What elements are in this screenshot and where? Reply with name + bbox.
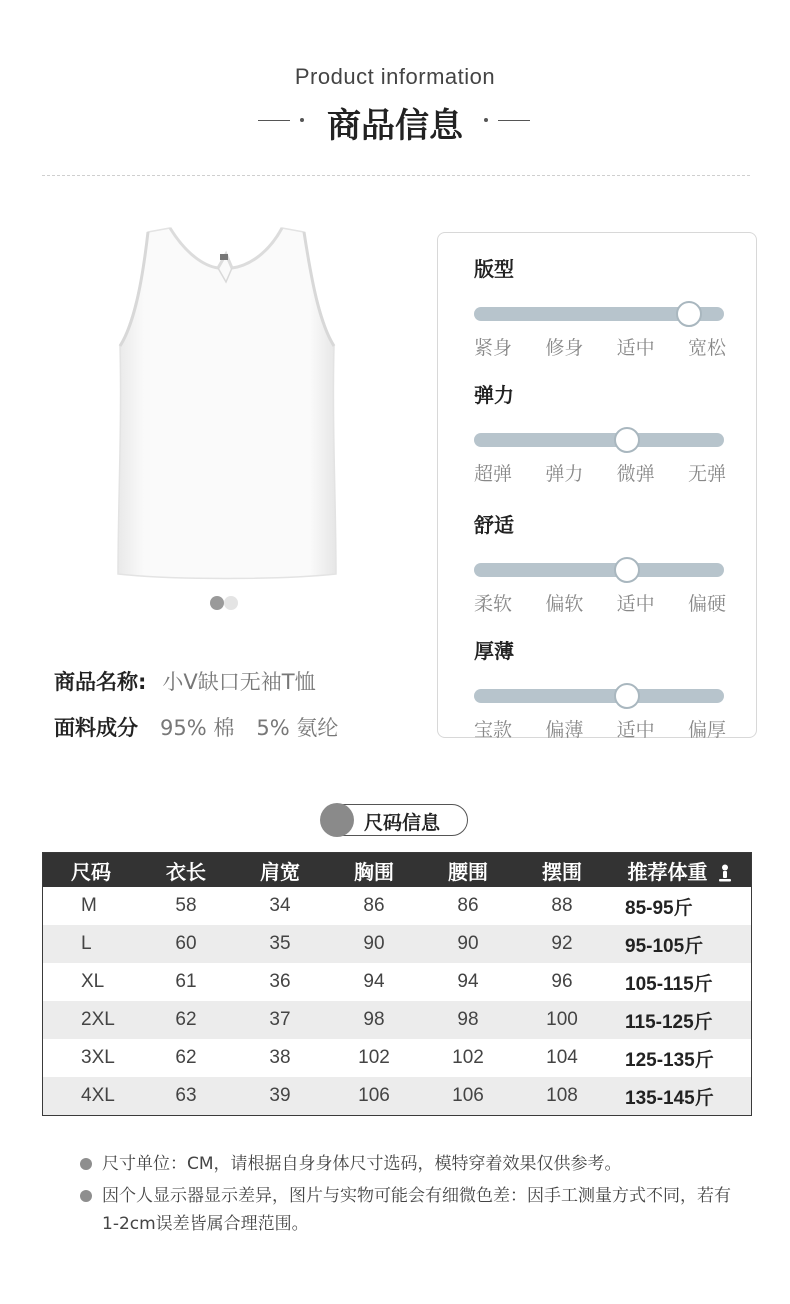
attribute-slider	[474, 689, 724, 703]
table-cell: 86	[457, 895, 479, 916]
table-cell: 88	[551, 895, 573, 916]
table-cell: 102	[452, 1047, 484, 1068]
table-cell: 106	[327, 1077, 421, 1116]
person-scale-icon	[718, 864, 732, 882]
option-label: 超弹	[474, 463, 513, 485]
option-label: 偏硬	[687, 593, 726, 615]
attribute-slider	[474, 307, 724, 321]
slider-knob	[614, 683, 640, 709]
note-disclaimer: 因个人显示器显示差异，图片与实物可能会有细微色差：因手工测量方式不同，若有1-2cm误差皆属合理范围。	[102, 1186, 731, 1234]
table-cell: 61	[175, 971, 197, 992]
table-cell: 102	[358, 1047, 390, 1068]
column-header: 衣长	[139, 853, 233, 888]
option-label: 适中	[616, 337, 655, 359]
attribute-slider	[474, 433, 724, 447]
table-row	[43, 1039, 752, 1077]
table-cell: 106	[421, 1077, 515, 1116]
table-cell: 34	[269, 895, 291, 916]
table-cell: 37	[233, 1001, 327, 1039]
section-title-cn: 商品信息	[327, 106, 463, 146]
attribute-title: 厚薄	[474, 639, 514, 663]
brand-label-icon	[220, 254, 228, 260]
size-cell: 4XL	[43, 1077, 140, 1116]
slider-knob	[614, 557, 640, 583]
option-label: 宝款	[474, 719, 513, 741]
option-label: 紧身	[474, 337, 513, 359]
weight-cell: 125-135斤	[625, 1049, 714, 1071]
table-cell: 35	[233, 925, 327, 963]
column-header-weight	[609, 853, 752, 888]
weight-cell: 115-125斤	[609, 1001, 752, 1039]
table-cell: 62	[175, 1047, 197, 1068]
table-cell: 38	[269, 1047, 291, 1068]
option-label: 无弹	[687, 463, 726, 485]
attribute-comfort	[474, 509, 726, 615]
table-header-row	[43, 853, 752, 888]
option-label: 偏薄	[545, 719, 584, 741]
fabric-row	[54, 712, 338, 742]
size-cell: M	[81, 895, 97, 916]
title-dot-right	[484, 118, 488, 122]
slider-knob	[614, 427, 640, 453]
option-label: 适中	[616, 719, 655, 741]
title-dot-left	[300, 118, 304, 122]
note-bullet-icon	[80, 1190, 92, 1202]
product-image	[108, 224, 344, 580]
note-bullet-icon	[80, 1158, 92, 1170]
table-cell: 60	[139, 925, 233, 963]
size-cell: L	[43, 925, 140, 963]
table-cell: 94	[457, 971, 479, 992]
attribute-fit	[474, 253, 726, 359]
table-cell: 39	[233, 1077, 327, 1116]
weight-cell: 135-145斤	[609, 1077, 752, 1116]
column-header: 推荐体重	[627, 859, 708, 884]
option-label: 修身	[545, 337, 584, 359]
table-cell: 86	[363, 895, 385, 916]
option-label: 柔软	[474, 593, 513, 615]
table-row	[43, 1001, 752, 1039]
image-indicator[interactable]	[224, 596, 238, 610]
table-row	[43, 1077, 752, 1116]
fabric-label: 面料成分	[54, 716, 138, 740]
option-label: 弹力	[545, 463, 584, 485]
option-label: 微弹	[616, 463, 655, 485]
title-line-left	[258, 120, 290, 121]
table-cell: 96	[551, 971, 573, 992]
attribute-thickness	[474, 635, 726, 741]
option-label: 适中	[616, 593, 655, 615]
column-header: 腰围	[421, 853, 515, 888]
column-header: 摆围	[515, 853, 609, 888]
table-row	[43, 963, 752, 1001]
product-name-label: 商品名称:	[54, 670, 147, 694]
table-cell: 104	[546, 1047, 578, 1068]
attribute-title: 版型	[474, 257, 514, 281]
column-header: 胸围	[327, 853, 421, 888]
table-cell: 63	[139, 1077, 233, 1116]
slider-knob	[676, 301, 702, 327]
note-unit: 尺寸单位：CM，请根据自身身体尺寸选码，模特穿着效果仅供参考。	[102, 1154, 622, 1174]
image-indicator-active[interactable]	[210, 596, 224, 610]
product-name-row	[54, 666, 316, 696]
column-header: 尺码	[43, 853, 140, 888]
table-row	[43, 925, 752, 963]
attribute-title: 舒适	[474, 513, 514, 537]
attribute-title: 弹力	[474, 383, 514, 407]
weight-cell: 95-105斤	[609, 925, 752, 963]
title-line-right	[498, 120, 530, 121]
table-cell: 98	[421, 1001, 515, 1039]
weight-cell: 105-115斤	[625, 973, 713, 995]
table-cell: 90	[327, 925, 421, 963]
table-cell: 62	[139, 1001, 233, 1039]
pill-dot-icon	[320, 803, 354, 837]
attribute-elasticity	[474, 379, 726, 485]
size-cell: 2XL	[43, 1001, 140, 1039]
size-table	[42, 852, 752, 1116]
fabric-spandex: 5% 氨纶	[256, 716, 339, 740]
size-cell: 3XL	[81, 1047, 115, 1068]
table-cell: 36	[269, 971, 291, 992]
table-cell: 98	[327, 1001, 421, 1039]
table-row	[43, 887, 752, 925]
table-cell: 100	[515, 1001, 609, 1039]
option-label: 宽松	[687, 337, 726, 359]
attribute-slider	[474, 563, 724, 577]
fabric-cotton: 95% 棉	[160, 716, 235, 740]
table-cell: 90	[421, 925, 515, 963]
section-title-en: Product information	[294, 64, 496, 89]
size-cell: XL	[81, 971, 105, 992]
table-cell: 58	[175, 895, 197, 916]
option-label: 偏软	[545, 593, 584, 615]
product-name-value: 小V缺口无袖T恤	[162, 670, 316, 694]
option-label: 偏厚	[687, 719, 726, 741]
size-section-title: 尺码信息	[364, 812, 441, 834]
section-divider	[42, 175, 750, 176]
weight-cell: 85-95斤	[625, 897, 693, 919]
table-cell: 108	[515, 1077, 609, 1116]
attribute-card	[437, 232, 757, 741]
column-header: 肩宽	[233, 853, 327, 888]
table-cell: 94	[363, 971, 385, 992]
table-cell: 92	[515, 925, 609, 963]
